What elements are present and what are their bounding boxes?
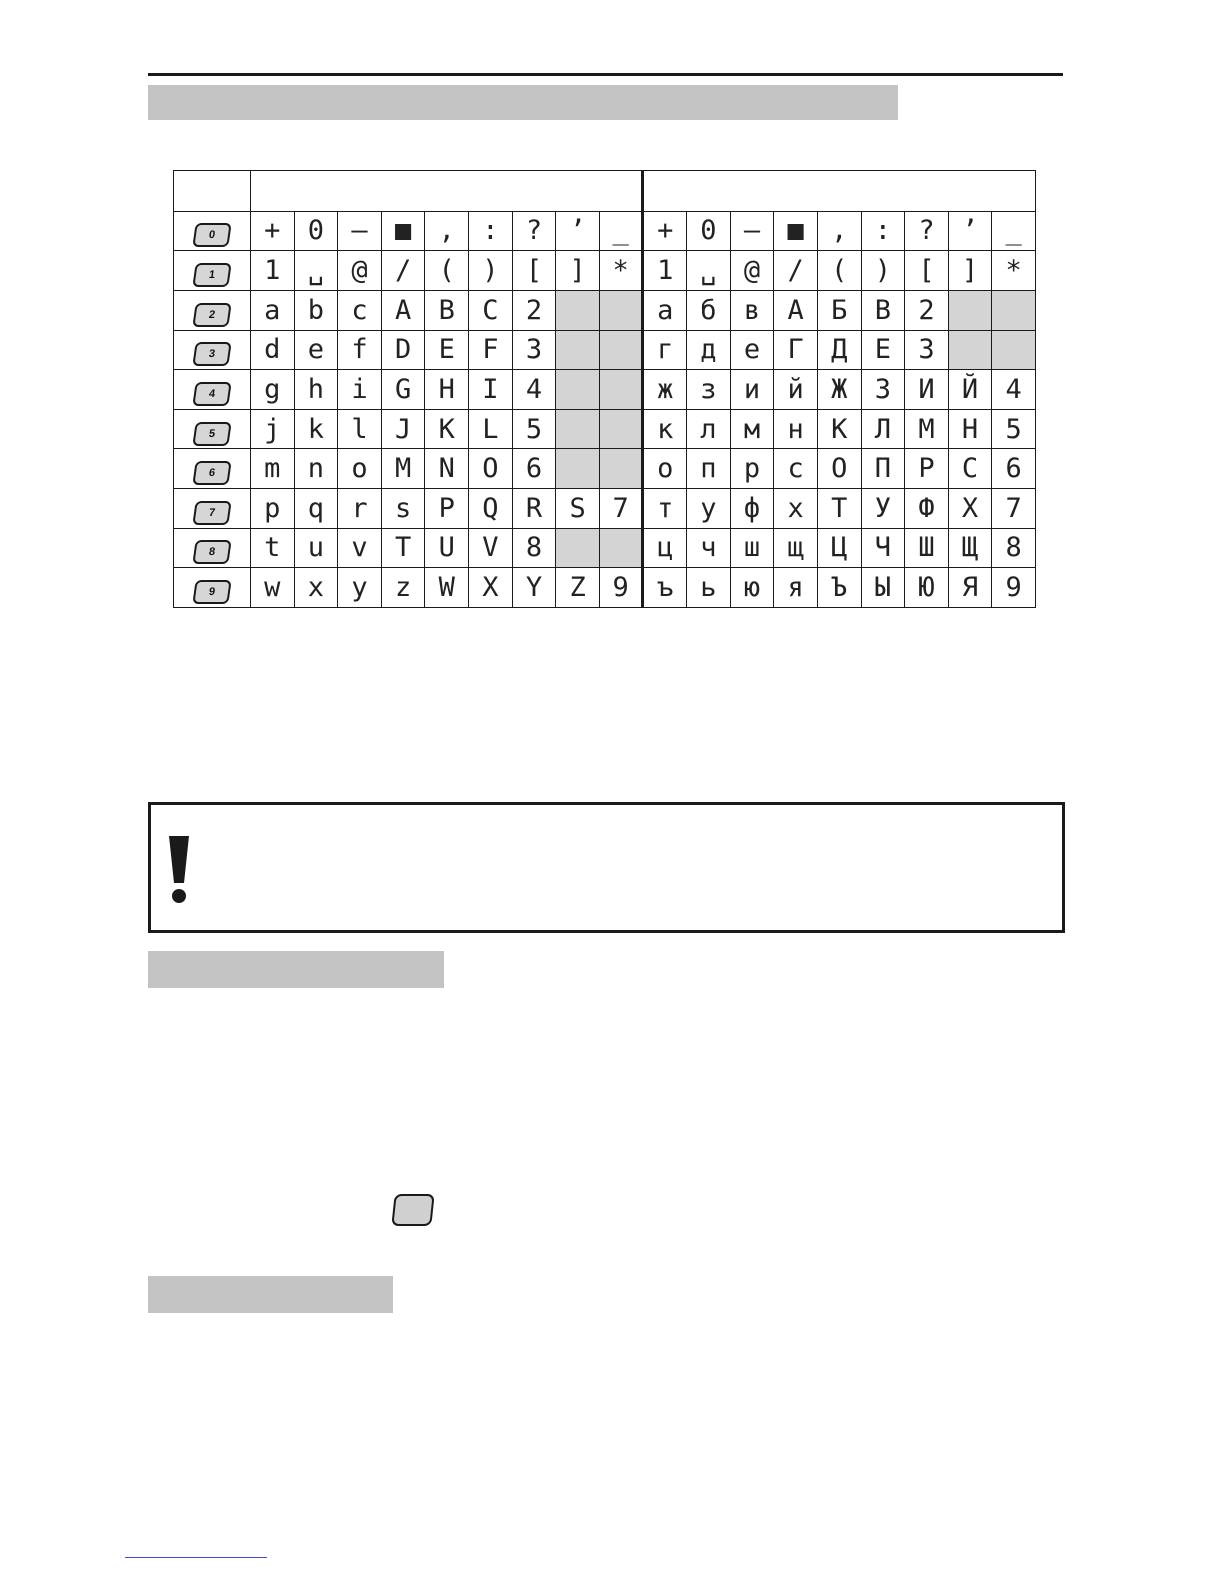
cyrillic-char-cell: ш: [730, 528, 774, 568]
latin-char-cell: S: [556, 489, 600, 529]
cyrillic-char-cell: Я: [948, 568, 992, 608]
latin-char-cell: [599, 528, 643, 568]
latin-char-cell: H: [425, 370, 469, 410]
latin-char-cell: b: [294, 290, 338, 330]
cyrillic-char-cell: Ы: [861, 568, 905, 608]
latin-char-cell: F: [469, 330, 513, 370]
latin-char-cell: [556, 290, 600, 330]
cyrillic-char-cell: Ф: [905, 489, 949, 529]
latin-char-cell: o: [338, 449, 382, 489]
latin-char-cell: [599, 449, 643, 489]
cyrillic-char-cell: з: [687, 370, 731, 410]
cyrillic-char-cell: [992, 330, 1036, 370]
latin-char-cell: Q: [469, 489, 513, 529]
latin-char-cell: [556, 528, 600, 568]
cyrillic-char-cell: @: [730, 251, 774, 291]
latin-char-cell: e: [294, 330, 338, 370]
key-cell: [174, 251, 251, 291]
latin-char-cell: @: [338, 251, 382, 291]
latin-char-cell: x: [294, 568, 338, 608]
table-row: [174, 330, 1036, 370]
key-cell: [174, 409, 251, 449]
latin-char-cell: d: [251, 330, 295, 370]
latin-char-cell: ,: [425, 211, 469, 251]
cyrillic-char-cell: в: [730, 290, 774, 330]
cyrillic-char-cell: ч: [687, 528, 731, 568]
latin-char-cell: G: [381, 370, 425, 410]
cyrillic-char-cell: [948, 330, 992, 370]
phone-key-icon: [391, 1194, 434, 1226]
cyrillic-char-cell: ,: [817, 211, 861, 251]
cyrillic-char-cell: с: [774, 449, 818, 489]
latin-char-cell: D: [381, 330, 425, 370]
latin-char-cell: T: [381, 528, 425, 568]
latin-char-cell: 6: [512, 449, 556, 489]
table-row: [174, 211, 1036, 251]
latin-char-cell: [599, 370, 643, 410]
latin-char-cell: [599, 330, 643, 370]
latin-char-cell: p: [251, 489, 295, 529]
table-row: [174, 370, 1036, 410]
latin-char-cell: y: [338, 568, 382, 608]
latin-char-cell: f: [338, 330, 382, 370]
latin-char-cell: ■: [381, 211, 425, 251]
latin-char-cell: 4: [512, 370, 556, 410]
cyrillic-char-cell: Ч: [861, 528, 905, 568]
section-heading-bar: [148, 85, 898, 120]
latin-char-cell: q: [294, 489, 338, 529]
latin-char-cell: N: [425, 449, 469, 489]
cyrillic-char-cell: О: [817, 449, 861, 489]
latin-char-cell: X: [469, 568, 513, 608]
latin-char-cell: M: [381, 449, 425, 489]
cyrillic-char-cell: С: [948, 449, 992, 489]
cyrillic-char-cell: _: [992, 211, 1036, 251]
latin-column-header: [251, 171, 643, 212]
key-cell: [174, 370, 251, 410]
latin-char-cell: B: [425, 290, 469, 330]
cyrillic-char-cell: ъ: [643, 568, 687, 608]
latin-char-cell: +: [251, 211, 295, 251]
cyrillic-char-cell: [992, 290, 1036, 330]
cyrillic-char-cell: б: [687, 290, 731, 330]
key-cell: [174, 568, 251, 608]
latin-char-cell: E: [425, 330, 469, 370]
key-column-header: [174, 171, 251, 212]
cyrillic-char-cell: З: [861, 370, 905, 410]
cyrillic-char-cell: Т: [817, 489, 861, 529]
latin-char-cell: c: [338, 290, 382, 330]
phone-key-5-icon: 5: [192, 422, 231, 446]
cyrillic-char-cell: д: [687, 330, 731, 370]
cyrillic-char-cell: ]: [948, 251, 992, 291]
footer-rule: [125, 1557, 267, 1558]
latin-char-cell: ?: [512, 211, 556, 251]
cyrillic-char-cell: н: [774, 409, 818, 449]
latin-char-cell: ): [469, 251, 513, 291]
cyrillic-char-cell: а: [643, 290, 687, 330]
cyrillic-char-cell: Б: [817, 290, 861, 330]
phone-key-7-icon: 7: [192, 501, 231, 525]
latin-char-cell: a: [251, 290, 295, 330]
cyrillic-char-cell: А: [774, 290, 818, 330]
table-row: [174, 290, 1036, 330]
latin-char-cell: z: [381, 568, 425, 608]
table-row: [174, 528, 1036, 568]
cyrillic-char-cell: 3: [905, 330, 949, 370]
latin-char-cell: g: [251, 370, 295, 410]
cyrillic-char-cell: 2: [905, 290, 949, 330]
cyrillic-char-cell: Ж: [817, 370, 861, 410]
latin-char-cell: 2: [512, 290, 556, 330]
cyrillic-char-cell: ь: [687, 568, 731, 608]
latin-char-cell: A: [381, 290, 425, 330]
cyrillic-char-cell: ж: [643, 370, 687, 410]
cyrillic-char-cell: щ: [774, 528, 818, 568]
latin-char-cell: 8: [512, 528, 556, 568]
latin-char-cell: Y: [512, 568, 556, 608]
latin-char-cell: r: [338, 489, 382, 529]
latin-char-cell: *: [599, 251, 643, 291]
cyrillic-char-cell: 6: [992, 449, 1036, 489]
phone-key-1-icon: 1: [192, 263, 231, 287]
latin-char-cell: u: [294, 528, 338, 568]
latin-char-cell: R: [512, 489, 556, 529]
cyrillic-column-header: [643, 171, 1036, 212]
cyrillic-char-cell: Р: [905, 449, 949, 489]
cyrillic-char-cell: 1: [643, 251, 687, 291]
latin-char-cell: ’: [556, 211, 600, 251]
cyrillic-char-cell: Й: [948, 370, 992, 410]
cyrillic-char-cell: Л: [861, 409, 905, 449]
cyrillic-char-cell: ю: [730, 568, 774, 608]
cyrillic-char-cell: Е: [861, 330, 905, 370]
cyrillic-char-cell: ц: [643, 528, 687, 568]
cyrillic-char-cell: [: [905, 251, 949, 291]
cyrillic-char-cell: Г: [774, 330, 818, 370]
latin-char-cell: 7: [599, 489, 643, 529]
cyrillic-char-cell: к: [643, 409, 687, 449]
latin-char-cell: 3: [512, 330, 556, 370]
cyrillic-char-cell: В: [861, 290, 905, 330]
phone-key-8-icon: 8: [192, 540, 231, 564]
cyrillic-char-cell: И: [905, 370, 949, 410]
cyrillic-char-cell: е: [730, 330, 774, 370]
table-header-row: [174, 171, 1036, 212]
cyrillic-char-cell: М: [905, 409, 949, 449]
cyrillic-char-cell: л: [687, 409, 731, 449]
latin-char-cell: Z: [556, 568, 600, 608]
section-heading-bar-3: [148, 1276, 393, 1313]
cyrillic-char-cell: и: [730, 370, 774, 410]
table-row: [174, 449, 1036, 489]
cyrillic-char-cell: Н: [948, 409, 992, 449]
key-cell: [174, 290, 251, 330]
key-cell: [174, 449, 251, 489]
latin-char-cell: 9: [599, 568, 643, 608]
latin-char-cell: (: [425, 251, 469, 291]
latin-char-cell: i: [338, 370, 382, 410]
latin-char-cell: L: [469, 409, 513, 449]
character-table: [173, 170, 1036, 608]
cyrillic-char-cell: :: [861, 211, 905, 251]
latin-char-cell: [556, 370, 600, 410]
cyrillic-char-cell: я: [774, 568, 818, 608]
cyrillic-char-cell: [948, 290, 992, 330]
latin-char-cell: K: [425, 409, 469, 449]
latin-char-cell: [599, 409, 643, 449]
cyrillic-char-cell: р: [730, 449, 774, 489]
latin-char-cell: V: [469, 528, 513, 568]
phone-key-6-icon: 6: [192, 461, 231, 485]
cyrillic-char-cell: о: [643, 449, 687, 489]
latin-char-cell: ␣: [294, 251, 338, 291]
latin-char-cell: m: [251, 449, 295, 489]
latin-char-cell: h: [294, 370, 338, 410]
exclamation-icon: [164, 836, 194, 906]
cyrillic-char-cell: у: [687, 489, 731, 529]
cyrillic-char-cell: г: [643, 330, 687, 370]
cyrillic-char-cell: ф: [730, 489, 774, 529]
latin-char-cell: n: [294, 449, 338, 489]
latin-char-cell: [556, 449, 600, 489]
latin-char-cell: I: [469, 370, 513, 410]
cyrillic-char-cell: Ш: [905, 528, 949, 568]
cyrillic-char-cell: ␣: [687, 251, 731, 291]
cyrillic-char-cell: /: [774, 251, 818, 291]
key-cell: [174, 330, 251, 370]
phone-key-4-icon: 4: [192, 382, 231, 406]
latin-char-cell: s: [381, 489, 425, 529]
header-rule: [148, 73, 1063, 76]
section-heading-bar-2: [148, 951, 444, 988]
cyrillic-char-cell: х: [774, 489, 818, 529]
latin-char-cell: ]: [556, 251, 600, 291]
cyrillic-char-cell: Ц: [817, 528, 861, 568]
cyrillic-char-cell: (: [817, 251, 861, 291]
cyrillic-char-cell: Ю: [905, 568, 949, 608]
cyrillic-char-cell: *: [992, 251, 1036, 291]
latin-char-cell: t: [251, 528, 295, 568]
cyrillic-char-cell: ■: [774, 211, 818, 251]
cyrillic-char-cell: п: [687, 449, 731, 489]
note-box: [148, 802, 1065, 933]
key-cell: [174, 211, 251, 251]
latin-char-cell: P: [425, 489, 469, 529]
cyrillic-char-cell: ): [861, 251, 905, 291]
latin-char-cell: j: [251, 409, 295, 449]
latin-char-cell: O: [469, 449, 513, 489]
cyrillic-char-cell: 7: [992, 489, 1036, 529]
latin-char-cell: [556, 330, 600, 370]
cyrillic-char-cell: Ъ: [817, 568, 861, 608]
cyrillic-char-cell: ’: [948, 211, 992, 251]
latin-char-cell: [: [512, 251, 556, 291]
cyrillic-char-cell: —: [730, 211, 774, 251]
latin-char-cell: k: [294, 409, 338, 449]
table-row: [174, 251, 1036, 291]
phone-key-0-icon: 0: [192, 223, 231, 247]
cyrillic-char-cell: +: [643, 211, 687, 251]
cyrillic-char-cell: К: [817, 409, 861, 449]
latin-char-cell: 0: [294, 211, 338, 251]
table-row: [174, 409, 1036, 449]
latin-char-cell: W: [425, 568, 469, 608]
latin-char-cell: w: [251, 568, 295, 608]
cyrillic-char-cell: т: [643, 489, 687, 529]
cyrillic-char-cell: Д: [817, 330, 861, 370]
cyrillic-char-cell: ?: [905, 211, 949, 251]
latin-char-cell: J: [381, 409, 425, 449]
latin-char-cell: [556, 409, 600, 449]
cyrillic-char-cell: П: [861, 449, 905, 489]
key-cell: [174, 489, 251, 529]
cyrillic-char-cell: й: [774, 370, 818, 410]
table-row: [174, 568, 1036, 608]
cyrillic-char-cell: 9: [992, 568, 1036, 608]
latin-char-cell: C: [469, 290, 513, 330]
cyrillic-char-cell: 0: [687, 211, 731, 251]
cyrillic-char-cell: У: [861, 489, 905, 529]
table-row: [174, 489, 1036, 529]
cyrillic-char-cell: Щ: [948, 528, 992, 568]
latin-char-cell: [599, 290, 643, 330]
latin-char-cell: —: [338, 211, 382, 251]
cyrillic-char-cell: Х: [948, 489, 992, 529]
cyrillic-char-cell: 4: [992, 370, 1036, 410]
phone-key-2-icon: 2: [192, 303, 231, 327]
latin-char-cell: 1: [251, 251, 295, 291]
latin-char-cell: /: [381, 251, 425, 291]
latin-char-cell: l: [338, 409, 382, 449]
key-cell: [174, 528, 251, 568]
latin-char-cell: U: [425, 528, 469, 568]
latin-char-cell: 5: [512, 409, 556, 449]
latin-char-cell: v: [338, 528, 382, 568]
latin-char-cell: :: [469, 211, 513, 251]
latin-char-cell: _: [599, 211, 643, 251]
phone-key-9-icon: 9: [192, 580, 231, 604]
cyrillic-char-cell: 5: [992, 409, 1036, 449]
phone-key-3-icon: 3: [192, 342, 231, 366]
cyrillic-char-cell: 8: [992, 528, 1036, 568]
cyrillic-char-cell: м: [730, 409, 774, 449]
